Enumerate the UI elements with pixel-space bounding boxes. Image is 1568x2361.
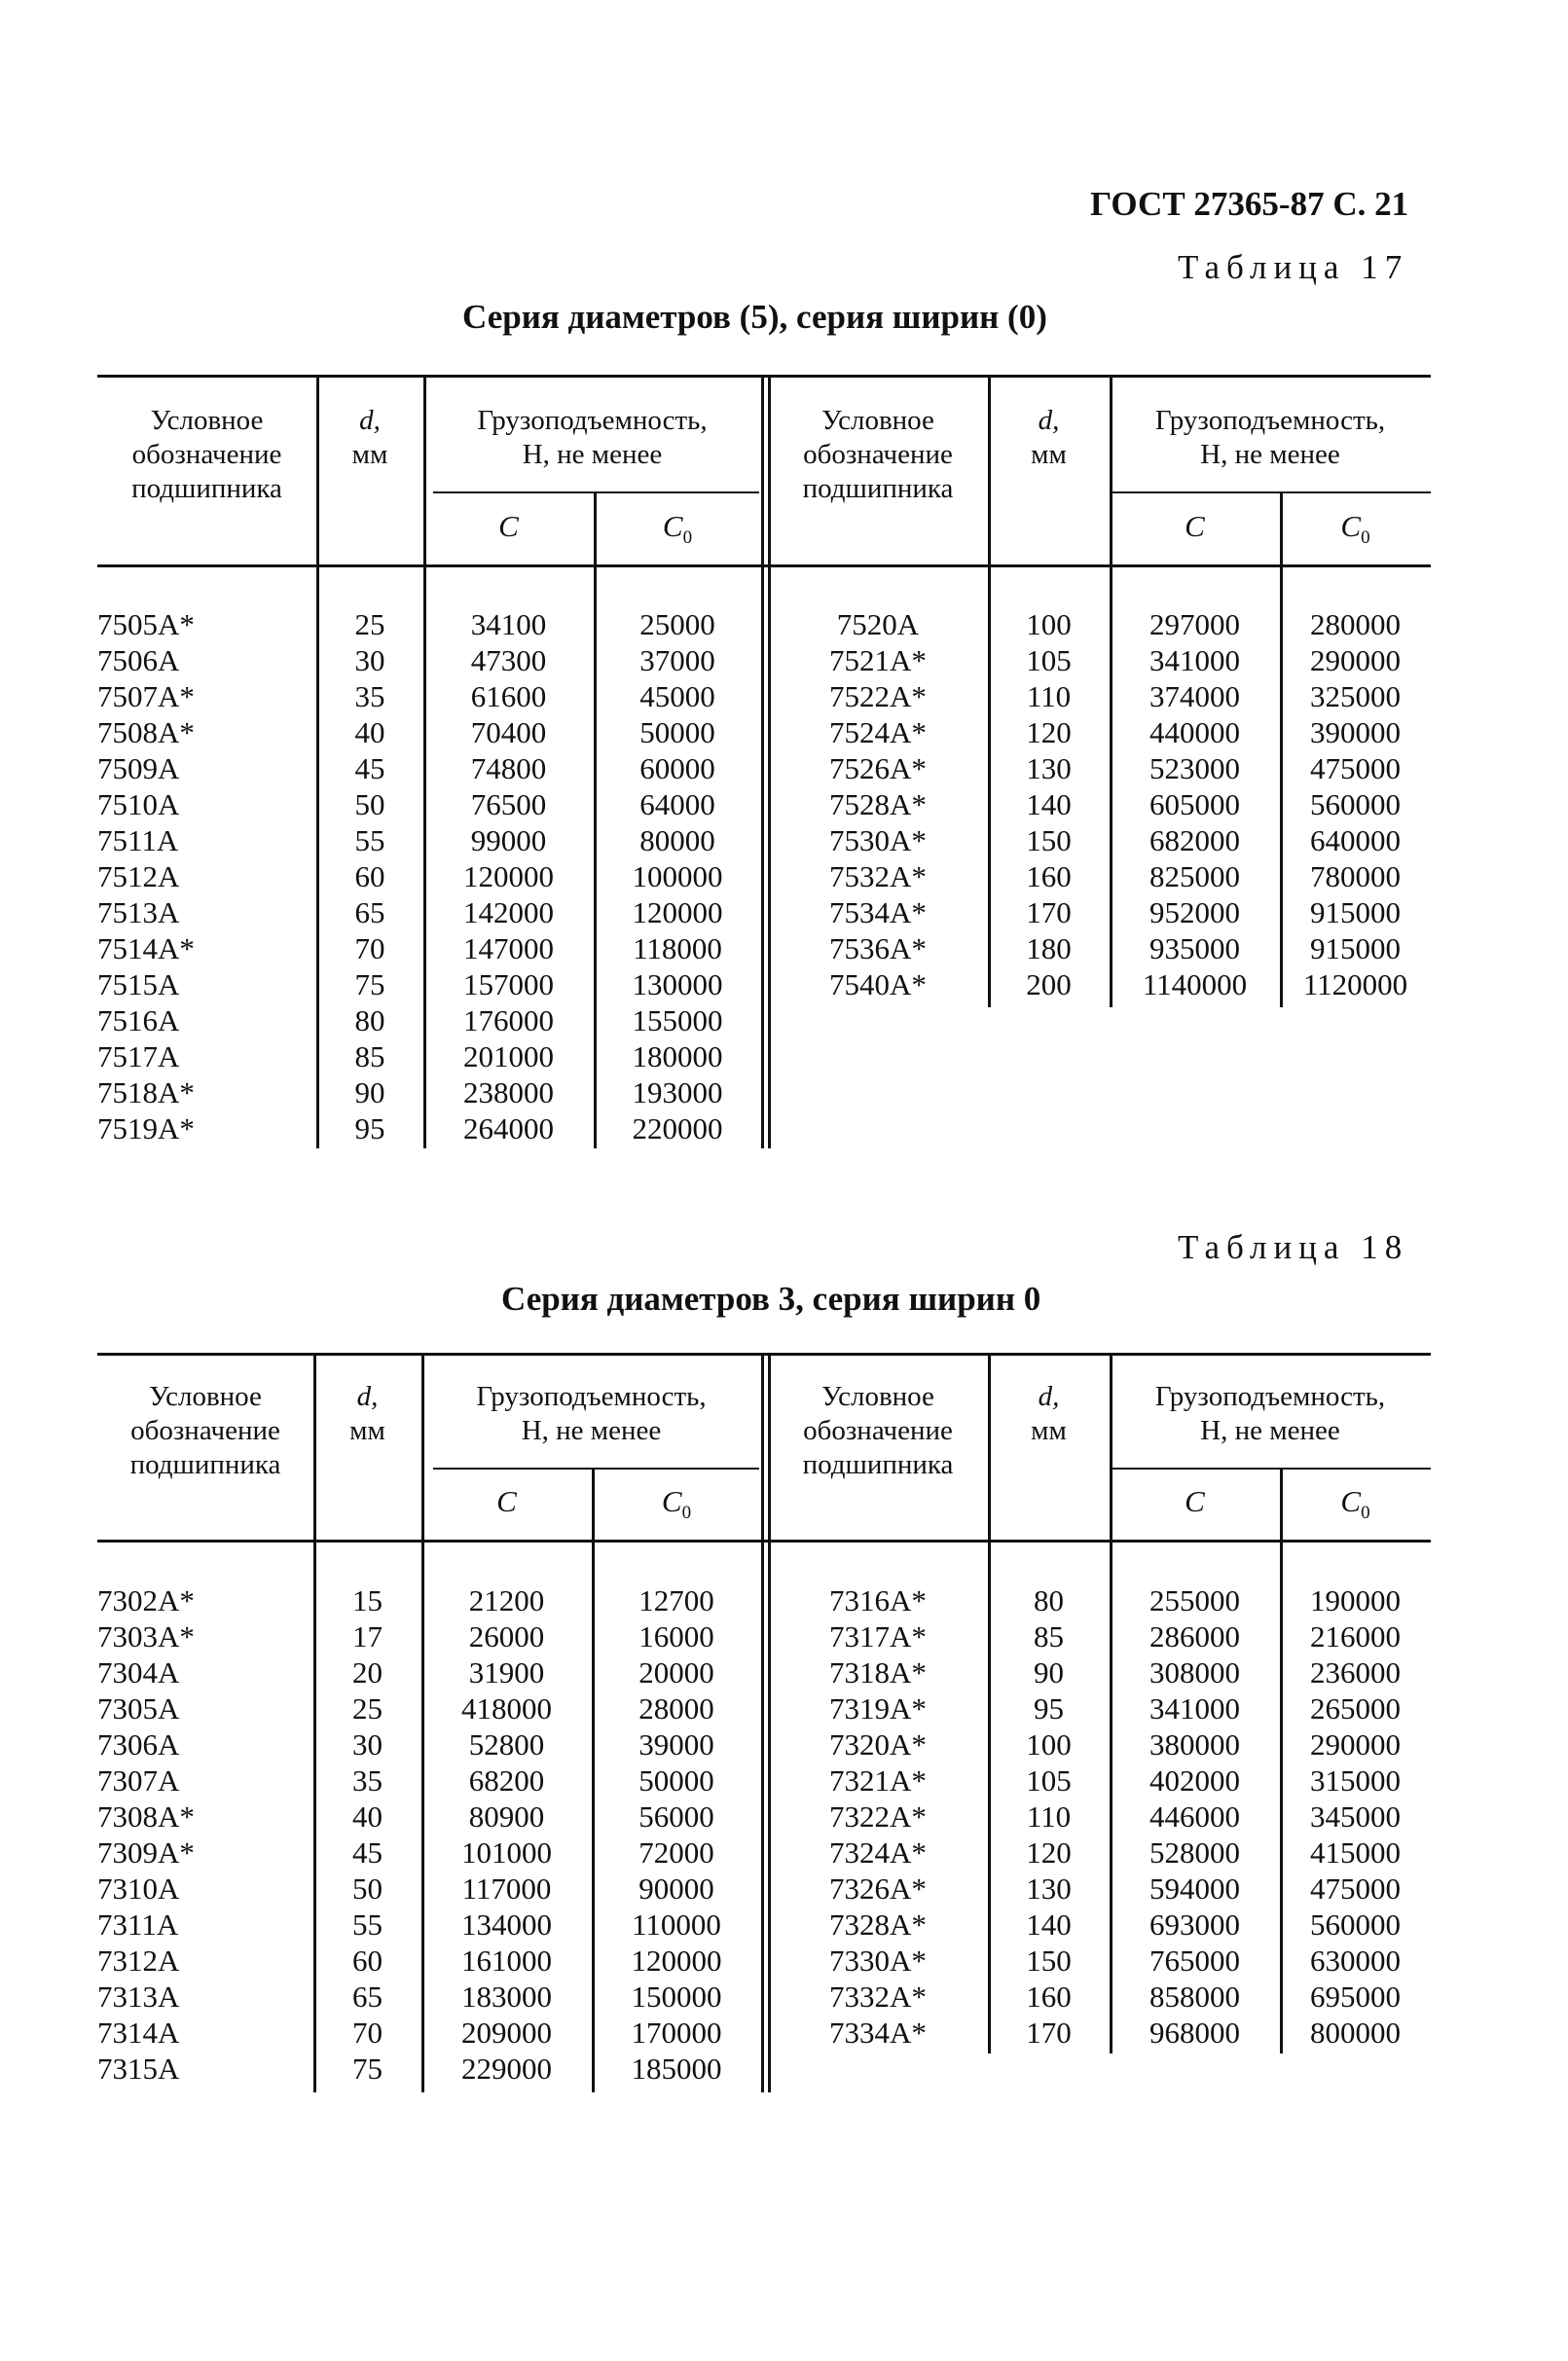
table-cell: 7307A xyxy=(97,1763,180,1798)
table-cell: 120000 xyxy=(632,895,723,929)
table-cell: 7312A xyxy=(97,1943,180,1978)
table-cell: 130 xyxy=(1026,751,1072,785)
table-cell: 150000 xyxy=(631,1980,722,2014)
designation-column xyxy=(768,606,988,1002)
table-cell: 415000 xyxy=(1310,1835,1401,1870)
table-cell: 99000 xyxy=(470,823,547,857)
table-cell: 968000 xyxy=(1149,2016,1240,2050)
table-cell: 190000 xyxy=(1310,1583,1401,1617)
table-cell: 825000 xyxy=(1149,859,1240,893)
table-cell: 100 xyxy=(1026,607,1072,641)
table-cell: 7334A* xyxy=(829,2016,927,2050)
table-cell: 80 xyxy=(354,1003,385,1037)
table-cell: 7305A xyxy=(97,1691,180,1725)
table-cell: 7321A* xyxy=(829,1763,927,1798)
table-17-title: Серия диаметров (5), серия ширин (0) xyxy=(462,298,1047,336)
header-designation: Условное обозначение подшипника xyxy=(129,1381,281,1480)
table-cell: 7311A xyxy=(97,1907,179,1942)
table-cell: 682000 xyxy=(1149,823,1240,857)
table-cell: 25 xyxy=(352,1691,383,1725)
table-cell: 147000 xyxy=(463,931,554,965)
table-cell: 60000 xyxy=(639,751,715,785)
table-cell: 315000 xyxy=(1310,1763,1401,1798)
table-cell: 160 xyxy=(1026,1980,1072,2014)
table-cell: 7522A* xyxy=(829,679,927,713)
table-cell: 7536A* xyxy=(829,931,927,965)
col-rule xyxy=(761,375,764,1148)
table-cell: 70400 xyxy=(470,715,547,749)
table-cell: 7314A xyxy=(97,2016,180,2050)
table-cell: 120 xyxy=(1026,1835,1072,1870)
table-cell: 201000 xyxy=(463,1039,554,1073)
table-cell: 170000 xyxy=(631,2016,722,2050)
table-cell: 85 xyxy=(354,1039,385,1073)
table-cell: 765000 xyxy=(1149,1943,1240,1978)
table-cell: 100 xyxy=(1026,1727,1072,1762)
table-cell: 7507A* xyxy=(97,679,195,713)
table-cell: 374000 xyxy=(1149,679,1240,713)
header-designation: Условное обозначение подшипника xyxy=(802,405,954,504)
table-cell: 105 xyxy=(1026,643,1072,677)
table-cell: 35 xyxy=(352,1763,383,1798)
table-cell: 7532A* xyxy=(829,859,927,893)
table-17-label: Таблица 17 xyxy=(1178,248,1409,286)
table-cell: 120000 xyxy=(463,859,554,893)
table-cell: 61600 xyxy=(470,679,547,713)
table-cell: 110 xyxy=(1026,1799,1072,1834)
table-cell: 56000 xyxy=(638,1799,714,1834)
table-cell: 105 xyxy=(1026,1763,1072,1798)
table-top-rule xyxy=(97,375,1431,378)
table-cell: 594000 xyxy=(1149,1871,1240,1906)
table-cell: 402000 xyxy=(1149,1763,1240,1798)
table-cell: 30 xyxy=(354,643,385,677)
table-cell: 341000 xyxy=(1149,1691,1240,1725)
table-cell: 1140000 xyxy=(1142,967,1248,1001)
table-cell: 308000 xyxy=(1149,1655,1240,1689)
table-cell: 216000 xyxy=(1310,1619,1401,1653)
table-cell: 130 xyxy=(1026,1871,1072,1906)
table-cell: 345000 xyxy=(1310,1799,1401,1834)
table-cell: 75 xyxy=(352,2052,383,2086)
table-cell: 90 xyxy=(1034,1655,1064,1689)
header-c0: $C_0$ xyxy=(1340,509,1370,549)
table-cell: 418000 xyxy=(461,1691,552,1725)
table-cell: 7317A* xyxy=(829,1619,927,1653)
designation-column xyxy=(97,1582,313,2087)
table-cell: 180 xyxy=(1026,931,1072,965)
table-cell: 85 xyxy=(1034,1619,1064,1653)
header-subrule-left xyxy=(433,1468,759,1470)
table-cell: 7506A xyxy=(97,643,180,677)
c-column xyxy=(421,1582,592,2087)
table-cell: 528000 xyxy=(1149,1835,1240,1870)
table-top-rule xyxy=(97,1353,1431,1356)
table-cell: 7510A xyxy=(97,787,180,821)
table-cell: 70 xyxy=(352,2016,383,2050)
table-cell: 7526A* xyxy=(829,751,927,785)
table-cell: 780000 xyxy=(1310,859,1401,893)
table-cell: 280000 xyxy=(1310,607,1401,641)
header-designation: Условное обозначение подшипника xyxy=(802,1381,954,1480)
table-cell: 238000 xyxy=(463,1075,554,1109)
table-cell: 286000 xyxy=(1149,1619,1240,1653)
table-cell: 7515A xyxy=(97,967,180,1001)
table-cell: 39000 xyxy=(638,1727,714,1762)
c0-column xyxy=(592,1582,761,2087)
table-18-title: Серия диаметров 3, серия ширин 0 xyxy=(501,1280,1041,1318)
table-cell: 45 xyxy=(352,1835,383,1870)
table-cell: 40 xyxy=(354,715,385,749)
table-cell: 72000 xyxy=(638,1835,714,1870)
table-cell: 37000 xyxy=(639,643,715,677)
table-cell: 55 xyxy=(352,1907,383,1942)
table-cell: 475000 xyxy=(1310,751,1401,785)
table-cell: 155000 xyxy=(632,1003,723,1037)
table-cell: 157000 xyxy=(463,967,554,1001)
table-cell: 7513A xyxy=(97,895,180,929)
table-cell: 7313A xyxy=(97,1980,180,2014)
table-cell: 80 xyxy=(1034,1583,1064,1617)
table-cell: 800000 xyxy=(1310,2016,1401,2050)
table-cell: 7308A* xyxy=(97,1799,195,1834)
table-cell: 50 xyxy=(354,787,385,821)
table-cell: 170 xyxy=(1026,895,1072,929)
c0-column xyxy=(594,606,761,1146)
table-cell: 30 xyxy=(352,1727,383,1762)
header-capacity: Грузоподъемность, Н, не менее xyxy=(1154,1381,1386,1446)
table-cell: 475000 xyxy=(1310,1871,1401,1906)
header-bottom-rule xyxy=(97,1540,1431,1543)
table-cell: 95 xyxy=(1034,1691,1064,1725)
table-cell: 28000 xyxy=(638,1691,714,1725)
page-header: ГОСТ 27365-87 С. 21 xyxy=(1090,185,1409,223)
table-cell: 341000 xyxy=(1149,643,1240,677)
table-cell: 7516A xyxy=(97,1003,180,1037)
table-cell: 180000 xyxy=(632,1039,723,1073)
table-cell: 209000 xyxy=(461,2016,552,2050)
table-cell: 605000 xyxy=(1149,787,1240,821)
table-cell: 7304A xyxy=(97,1655,180,1689)
table-cell: 693000 xyxy=(1149,1907,1240,1942)
table-cell: 265000 xyxy=(1310,1691,1401,1725)
table-cell: 40 xyxy=(352,1799,383,1834)
table-cell: 120 xyxy=(1026,715,1072,749)
table-cell: 695000 xyxy=(1310,1980,1401,2014)
table-cell: 7534A* xyxy=(829,895,927,929)
table-cell: 952000 xyxy=(1149,895,1240,929)
table-cell: 50 xyxy=(352,1871,383,1906)
header-subrule-right xyxy=(1110,1468,1431,1470)
table-cell: 255000 xyxy=(1149,1583,1240,1617)
table-cell: 150 xyxy=(1026,1943,1072,1978)
table-cell: 7324A* xyxy=(829,1835,927,1870)
table-cell: 220000 xyxy=(632,1111,723,1145)
table-cell: 7322A* xyxy=(829,1799,927,1834)
table-cell: 7540A* xyxy=(829,967,927,1001)
table-cell: 7328A* xyxy=(829,1907,927,1942)
header-c: C xyxy=(1185,1484,1205,1518)
header-capacity: Грузоподъемность, Н, не менее xyxy=(476,1381,707,1446)
table-cell: 68200 xyxy=(468,1763,545,1798)
table-cell: 90000 xyxy=(638,1871,714,1906)
c-column xyxy=(1110,606,1280,1002)
table-cell: 560000 xyxy=(1310,1907,1401,1942)
table-cell: 134000 xyxy=(461,1907,552,1942)
d-column xyxy=(316,606,423,1146)
table-cell: 60 xyxy=(352,1943,383,1978)
table-cell: 7505A* xyxy=(97,607,195,641)
table-cell: 150 xyxy=(1026,823,1072,857)
table-cell: 20 xyxy=(352,1655,383,1689)
table-cell: 118000 xyxy=(633,931,722,965)
table-cell: 110 xyxy=(1026,679,1072,713)
table-cell: 70 xyxy=(354,931,385,965)
table-cell: 31900 xyxy=(468,1655,545,1689)
header-c: C xyxy=(496,1484,517,1518)
table-cell: 25 xyxy=(354,607,385,641)
table-cell: 7303A* xyxy=(97,1619,195,1653)
table-cell: 640000 xyxy=(1310,823,1401,857)
table-cell: 142000 xyxy=(463,895,554,929)
table-18 xyxy=(97,1353,1431,2112)
header-d: d, мм xyxy=(1031,1381,1067,1446)
d-column xyxy=(988,1582,1110,2051)
table-cell: 7332A* xyxy=(829,1980,927,2014)
header-d: d, мм xyxy=(349,1381,385,1446)
table-cell: 160 xyxy=(1026,859,1072,893)
table-cell: 140 xyxy=(1026,787,1072,821)
table-cell: 7508A* xyxy=(97,715,195,749)
table-cell: 65 xyxy=(354,895,385,929)
table-cell: 7310A xyxy=(97,1871,180,1906)
designation-column xyxy=(97,606,316,1146)
c-column xyxy=(423,606,594,1146)
header-c0: $C_0$ xyxy=(661,1484,692,1524)
header-c0: $C_0$ xyxy=(1340,1484,1370,1524)
table-cell: 80900 xyxy=(468,1799,545,1834)
table-cell: 52800 xyxy=(468,1727,545,1762)
table-cell: 110000 xyxy=(632,1907,721,1942)
header-capacity: Грузоподъемность, Н, не менее xyxy=(477,405,708,470)
table-cell: 7318A* xyxy=(829,1655,927,1689)
table-cell: 170 xyxy=(1026,2016,1072,2050)
header-d: d, мм xyxy=(351,405,388,470)
table-cell: 25000 xyxy=(639,607,715,641)
table-cell: 185000 xyxy=(631,2052,722,2086)
table-cell: 176000 xyxy=(463,1003,554,1037)
table-cell: 7519A* xyxy=(97,1111,195,1145)
c-column xyxy=(1110,1582,1280,2051)
table-cell: 7330A* xyxy=(829,1943,927,1978)
table-cell: 15 xyxy=(352,1583,383,1617)
table-cell: 64000 xyxy=(639,787,715,821)
table-cell: 7309A* xyxy=(97,1835,195,1870)
table-18-label: Таблица 18 xyxy=(1178,1228,1409,1266)
table-cell: 17 xyxy=(352,1619,383,1653)
table-cell: 45000 xyxy=(639,679,715,713)
table-cell: 35 xyxy=(354,679,385,713)
table-cell: 7521A* xyxy=(829,643,927,677)
table-cell: 34100 xyxy=(470,607,547,641)
table-cell: 161000 xyxy=(461,1943,552,1978)
table-cell: 74800 xyxy=(470,751,547,785)
c0-column xyxy=(1280,1582,1431,2051)
table-cell: 7511A xyxy=(97,823,179,857)
header-capacity: Грузоподъемность, Н, не менее xyxy=(1154,405,1386,470)
table-cell: 7530A* xyxy=(829,823,927,857)
table-cell: 140 xyxy=(1026,1907,1072,1942)
table-cell: 380000 xyxy=(1149,1727,1240,1762)
table-cell: 290000 xyxy=(1310,1727,1401,1762)
header-designation: Условное обозначение подшипника xyxy=(131,405,282,504)
table-cell: 7512A xyxy=(97,859,180,893)
header-subrule-right xyxy=(1110,491,1431,493)
table-cell: 75 xyxy=(354,967,385,1001)
table-cell: 297000 xyxy=(1149,607,1240,641)
table-cell: 7316A* xyxy=(829,1583,927,1617)
table-cell: 60 xyxy=(354,859,385,893)
table-cell: 7509A xyxy=(97,751,180,785)
table-cell: 858000 xyxy=(1149,1980,1240,2014)
d-column xyxy=(313,1582,421,2087)
col-rule xyxy=(761,1353,764,2092)
table-cell: 12700 xyxy=(638,1583,714,1617)
table-cell: 7319A* xyxy=(829,1691,927,1725)
header-c: C xyxy=(498,509,519,543)
table-cell: 7517A xyxy=(97,1039,180,1073)
table-cell: 264000 xyxy=(463,1111,554,1145)
table-cell: 630000 xyxy=(1310,1943,1401,1978)
table-cell: 7306A xyxy=(97,1727,180,1762)
table-cell: 7524A* xyxy=(829,715,927,749)
header-c: C xyxy=(1185,509,1205,543)
table-cell: 95 xyxy=(354,1111,385,1145)
header-d: d, мм xyxy=(1031,405,1067,470)
table-cell: 100000 xyxy=(632,859,723,893)
table-cell: 7518A* xyxy=(97,1075,195,1109)
table-cell: 16000 xyxy=(638,1619,714,1653)
c0-column xyxy=(1280,606,1431,1002)
table-cell: 560000 xyxy=(1310,787,1401,821)
table-cell: 183000 xyxy=(461,1980,552,2014)
table-cell: 7528A* xyxy=(829,787,927,821)
table-cell: 7315A xyxy=(97,2052,180,2086)
table-cell: 117000 xyxy=(461,1871,552,1906)
table-cell: 390000 xyxy=(1310,715,1401,749)
table-cell: 120000 xyxy=(631,1943,722,1978)
table-cell: 229000 xyxy=(461,2052,552,2086)
table-cell: 446000 xyxy=(1149,1799,1240,1834)
header-c0: $C_0$ xyxy=(662,509,693,549)
table-cell: 90 xyxy=(354,1075,385,1109)
table-cell: 76500 xyxy=(470,787,547,821)
table-cell: 7302A* xyxy=(97,1583,195,1617)
table-cell: 26000 xyxy=(468,1619,545,1653)
table-cell: 193000 xyxy=(632,1075,723,1109)
header-bottom-rule xyxy=(97,564,1431,567)
table-cell: 7520A xyxy=(836,607,920,641)
table-cell: 130000 xyxy=(632,967,723,1001)
table-cell: 45 xyxy=(354,751,385,785)
table-cell: 440000 xyxy=(1149,715,1240,749)
table-cell: 290000 xyxy=(1310,643,1401,677)
table-cell: 7320A* xyxy=(829,1727,927,1762)
table-cell: 325000 xyxy=(1310,679,1401,713)
table-cell: 7514A* xyxy=(97,931,195,965)
table-cell: 20000 xyxy=(638,1655,714,1689)
table-cell: 50000 xyxy=(639,715,715,749)
table-cell: 915000 xyxy=(1310,931,1401,965)
table-cell: 935000 xyxy=(1149,931,1240,965)
table-cell: 523000 xyxy=(1149,751,1240,785)
d-column xyxy=(988,606,1110,1002)
table-cell: 101000 xyxy=(461,1835,552,1870)
table-cell: 200 xyxy=(1026,967,1072,1001)
table-cell: 50000 xyxy=(638,1763,714,1798)
table-cell: 47300 xyxy=(470,643,547,677)
designation-column xyxy=(768,1582,988,2051)
table-cell: 7326A* xyxy=(829,1871,927,1906)
table-cell: 65 xyxy=(352,1980,383,2014)
table-cell: 55 xyxy=(354,823,385,857)
table-cell: 915000 xyxy=(1310,895,1401,929)
table-17 xyxy=(97,375,1431,1153)
table-cell: 236000 xyxy=(1310,1655,1401,1689)
table-cell: 21200 xyxy=(468,1583,545,1617)
table-cell: 80000 xyxy=(639,823,715,857)
table-cell: 1120000 xyxy=(1302,967,1408,1001)
